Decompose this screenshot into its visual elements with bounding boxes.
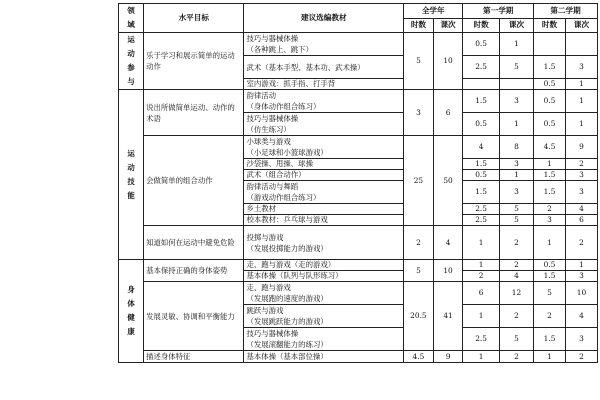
content-cell: 走、跑与游戏（走的游戏） [244,260,404,271]
s2-classes-cell: 3 [565,56,597,78]
s2-classes-cell: 1 [565,260,597,271]
s2-hours-cell: 1.5 [534,181,566,204]
s1-hours-cell: 1 [463,351,499,363]
s1-hours-cell: 1.5 [463,181,499,204]
year-hours-cell: 2 [404,226,434,260]
s2-hours-cell: 2 [534,305,566,328]
year-classes-cell: 10 [433,33,463,90]
s1-hours-cell: 1.5 [463,90,499,113]
header-semester-2: 第二学期 [534,4,598,19]
s1-hours-cell: 2.5 [463,215,499,226]
year-classes-cell: 6 [433,90,463,136]
goal-cell: 描述身体特征 [144,351,244,363]
s1-hours-cell: 0.5 [463,113,499,136]
s1-classes-cell: 1 [499,113,533,136]
s2-classes-cell: 3 [565,170,597,181]
s1-classes-cell: 5 [499,215,533,226]
section-skills: 运 动 技 能 [119,90,144,260]
content-cell: 沙袋操、甩操、球操 [244,159,404,170]
s2-classes-cell: 10 [565,282,597,305]
s1-classes-cell: 1 [499,33,533,56]
s1-classes-cell: 2 [499,226,533,260]
s1-hours-cell: 4 [463,136,499,159]
header-domain: 领 域 [119,4,144,33]
s1-classes-cell: 2 [499,305,533,328]
s2-classes-cell: 3 [565,271,597,282]
s1-hours-cell: 1.5 [463,159,499,170]
year-hours-cell: 25 [404,136,434,226]
s1-classes-cell: 3 [499,181,533,204]
table-row [119,90,598,113]
s1-hours-cell: 2.5 [463,56,499,78]
s1-hours-cell: 1 [463,260,499,271]
s2-classes-cell: 2 [565,226,597,260]
content-cell: 基本体操（队列与队形练习） [244,271,404,282]
s2-hours-cell: 0.5 [534,78,566,89]
content-cell: 乡土教材 [244,204,404,215]
content-cell: 室内游戏：抓手指、打手背 [244,78,404,89]
s1-classes-cell: 3 [499,159,533,170]
content-cell: 武术（组合动作） [244,170,404,181]
year-hours-cell: 5 [404,33,434,90]
year-classes-cell: 4 [433,226,463,260]
s2-classes-cell [565,33,597,56]
content-cell: 技巧与器械体操 （仿生练习） [244,113,404,136]
header-full-year: 全学年 [404,4,463,19]
s1-classes-cell: 5 [499,56,533,78]
s1-hours-cell [463,78,499,89]
header-s1-hours: 时数 [463,18,499,33]
curriculum-plan-table [118,3,598,363]
s1-hours-cell: 0.5 [463,33,499,56]
s1-classes-cell: 8 [499,136,533,159]
s1-hours-cell: 2.5 [463,204,499,215]
header-year-classes: 课次 [433,18,463,33]
header-level-goal: 水平目标 [144,4,244,33]
goal-cell: 会做简单的组合动作 [144,136,244,226]
year-classes-cell: 41 [433,282,463,351]
s2-classes-cell: 1 [565,78,597,89]
s2-hours-cell: 4.5 [534,136,566,159]
goal-cell: 乐于学习和展示简单的运动动作 [144,33,244,90]
s2-hours-cell: 1.5 [534,56,566,78]
s1-hours-cell: 0.5 [463,170,499,181]
s2-classes-cell: 4 [565,305,597,328]
s2-hours-cell: 3 [534,215,566,226]
s1-classes-cell: 5 [499,328,533,351]
content-cell: 技巧与器械体操 （发展滚翻能力的练习） [244,328,404,351]
header-content: 建议选编教材 [244,4,404,33]
s2-hours-cell: 2 [534,204,566,215]
s2-hours-cell [534,33,566,56]
s2-classes-cell: 9 [565,136,597,159]
content-cell: 校本教材：乒乓球与游戏 [244,215,404,226]
section-participation: 运 动 参 与 [119,33,144,90]
s2-classes-cell: 4 [565,204,597,215]
s1-hours-cell: 1 [463,226,499,260]
goal-cell: 知道如何在运动中避免危险 [144,226,244,260]
table-row [119,226,598,260]
s2-hours-cell: 0.5 [534,90,566,113]
s2-hours-cell: 0.5 [534,113,566,136]
content-cell: 小球类与游戏 （小足球和小篮球游戏） [244,136,404,159]
year-classes-cell: 50 [433,136,463,226]
s1-hours-cell: 2 [463,271,499,282]
header-semester-1: 第一学期 [463,4,534,19]
header-year-hours: 时数 [404,18,434,33]
header-s2-hours: 时数 [534,18,566,33]
content-cell: 跳跃与游戏 （发展跳跃能力的游戏） [244,305,404,328]
s1-classes-cell [499,78,533,89]
s2-hours-cell: 0.5 [534,260,566,271]
s2-hours-cell: 1 [534,159,566,170]
section-health: 身 体 健 康 [119,260,144,363]
content-cell: 韵律活动 （身体动作组合练习） [244,90,404,113]
s1-classes-cell: 5 [499,204,533,215]
goal-cell: 说出所做简单运动、动作的术语 [144,90,244,136]
goal-cell: 发展灵敏、协调和平衡能力 [144,282,244,351]
s2-classes-cell: 3 [565,328,597,351]
table-row [119,33,598,56]
s2-classes-cell: 2 [565,159,597,170]
year-hours-cell: 4.5 [404,351,434,363]
year-hours-cell: 20.5 [404,282,434,351]
s2-classes-cell: 1 [565,113,597,136]
s1-classes-cell: 2 [499,260,533,271]
content-cell: 投掷与游戏 （发展投掷能力的游戏） [244,226,404,260]
s1-classes-cell: 12 [499,282,533,305]
header-row-1 [119,4,598,19]
table-row [119,136,598,159]
content-cell: 武术（基本手型、基本功、武术操） [244,56,404,78]
s1-classes-cell: 1 [499,170,533,181]
goal-cell: 基本保持正确的身体姿势 [144,260,244,282]
header-s1-classes: 课次 [499,18,533,33]
s1-hours-cell: 2.5 [463,328,499,351]
s2-hours-cell: 1.5 [534,271,566,282]
s2-classes-cell: 1 [565,90,597,113]
content-cell: 技巧与器械体操 （各种跳上、跳下） [244,33,404,56]
s2-hours-cell: 1.5 [534,170,566,181]
content-cell: 基本体操（基本部位操） [244,351,404,363]
s2-hours-cell: 5 [534,282,566,305]
header-s2-classes: 课次 [565,18,597,33]
s1-hours-cell: 1 [463,305,499,328]
content-cell: 韵律活动与舞蹈 （游戏动作组合练习） [244,181,404,204]
s2-hours-cell: 1 [534,226,566,260]
year-classes-cell: 10 [433,260,463,282]
table-row [119,282,598,305]
table-row [119,351,598,363]
table-row [119,260,598,271]
s1-classes-cell: 4 [499,271,533,282]
s2-classes-cell: 2 [565,351,597,363]
year-hours-cell: 5 [404,260,434,282]
s2-classes-cell: 3 [565,181,597,204]
s2-classes-cell: 6 [565,215,597,226]
s1-classes-cell: 2 [499,351,533,363]
content-cell: 走、跑与游戏 （发展跑的速度的游戏） [244,282,404,305]
s2-hours-cell: 1 [534,351,566,363]
year-classes-cell: 9 [433,351,463,363]
s1-hours-cell: 6 [463,282,499,305]
s1-classes-cell: 3 [499,90,533,113]
year-hours-cell: 3 [404,90,434,136]
s2-hours-cell: 1.5 [534,328,566,351]
